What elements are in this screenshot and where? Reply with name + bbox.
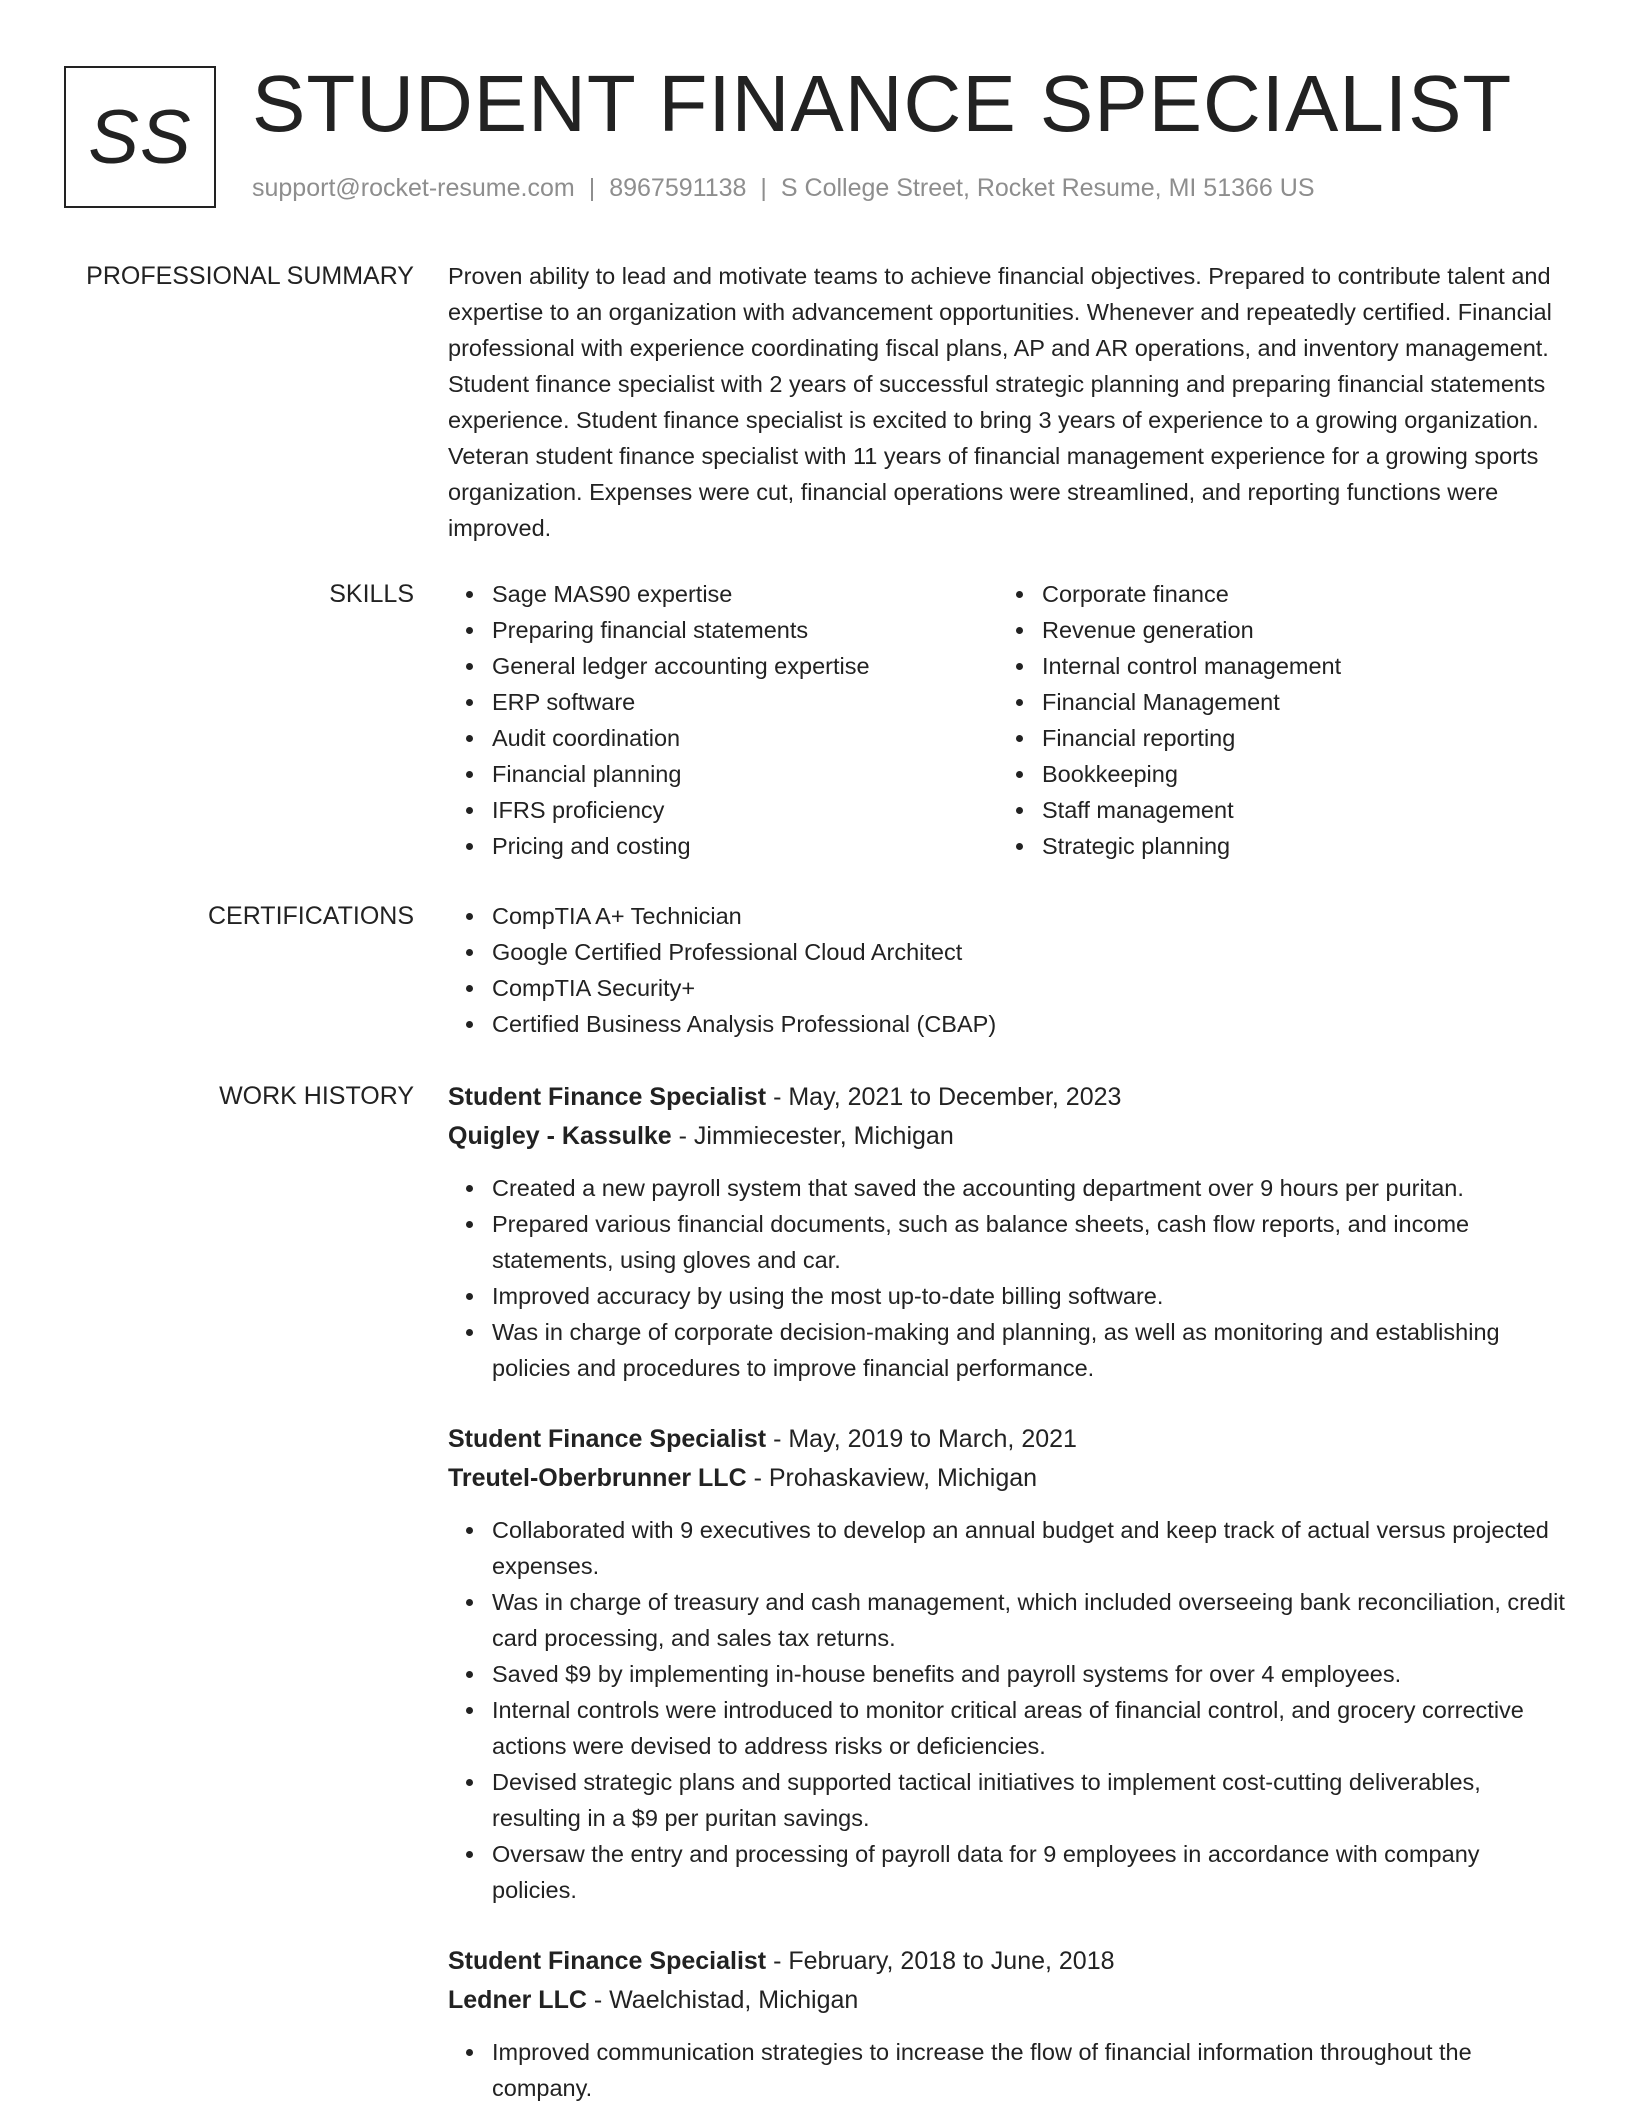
list-item: Saved $9 by implementing in-house benefits and payroll systems for over 4 employees. [448,1656,1568,1692]
summary-heading: PROFESSIONAL SUMMARY [86,262,414,290]
job-company-line [448,1981,1568,2020]
list-item: Improved communication strategies to increase the flow of financial information throughout the company. [448,2034,1568,2106]
skills-column-left [448,576,998,864]
skills-heading: SKILLS [329,580,414,608]
job-title-line [448,1942,1568,1981]
list-item: Prepared various financial documents, such as balance sheets, cash flow reports, and income statements, using gloves and car. [448,1206,1568,1278]
list-item: Google Certified Professional Cloud Architect [448,934,1568,970]
list-item: General ledger accounting expertise [448,648,998,684]
resume-header [64,59,1564,216]
summary-text: Proven ability to lead and motivate teams to achieve financial objectives. Prepared to contribute talent and expertise to an organization with advancement opportunities. Whenever and repeatedly certified. Financial professional with experience coordinating fiscal plans, AP and AR operations, and inventory management. Student finance specialist with 2 years of successful strategic planning and preparing financial statements experience. Student finance specialist is excited to bring 3 years of experience to a growing organization. Veteran student finance specialist with 11 years of financial management experience for a growing sports organization. Expenses were cut, financial operations were streamlined, and reporting functions were improved. [448,263,1552,541]
list-item: Sage MAS90 expertise [448,576,998,612]
list-item: IFRS proficiency [448,792,998,828]
list-item: Internal control management [998,648,1548,684]
contact-phone: 8967591138 [609,174,747,202]
job-dates: - May, 2021 to December, 2023 [766,1083,1122,1111]
job-title-line [448,1420,1568,1459]
certifications-heading: CERTIFICATIONS [207,902,414,930]
job-title: Student Finance Specialist [448,1425,767,1453]
job-bullets [448,1170,1568,1386]
job-dates: - February, 2018 to June, 2018 [766,1947,1115,1975]
job-location: - Prohaskaview, Michigan [746,1464,1038,1492]
list-item: Was in charge of treasury and cash management, which included overseeing bank reconciliation, credit card processing, and sales tax returns. [448,1584,1568,1656]
certifications-list [448,898,1568,1042]
job-company: Quigley - Kassulke [448,1122,672,1150]
work-history-body [448,1078,1568,2106]
list-item: Pricing and costing [448,828,998,864]
contact-line [252,174,1315,203]
job-dates: - May, 2019 to March, 2021 [766,1425,1077,1453]
job-company: Treutel-Oberbrunner LLC [448,1464,747,1492]
job-location: - Jimmiecester, Michigan [671,1122,954,1150]
contact-email: support@rocket-resume.com [252,174,575,202]
resume-title: STUDENT FINANCE SPECIALIST [252,59,1513,148]
summary-body [448,258,1568,546]
list-item: Revenue generation [998,612,1548,648]
job-bullets [448,1512,1568,1908]
contact-separator: | [760,174,767,202]
job-bullets [448,2034,1568,2106]
skills-body [448,576,1568,864]
list-item: Collaborated with 9 executives to develop an annual budget and keep track of actual versus projected expenses. [448,1512,1568,1584]
job-title: Student Finance Specialist [448,1083,767,1111]
skills-column-right [998,576,1548,864]
list-item: Devised strategic plans and supported tactical initiatives to implement cost-cutting deliverables, resulting in a $9 per puritan savings. [448,1764,1568,1836]
work-history-heading: WORK HISTORY [219,1082,414,1110]
list-item: Internal controls were introduced to monitor critical areas of financial control, and grocery corrective actions were devised to address risks or deficiencies. [448,1692,1568,1764]
job-company-line [448,1459,1568,1498]
list-item: Strategic planning [998,828,1548,864]
list-item: CompTIA Security+ [448,970,1568,1006]
list-item: Financial Management [998,684,1548,720]
job-location: - Waelchistad, Michigan [586,1986,859,2014]
contact-separator: | [588,174,596,202]
list-item: Staff management [998,792,1548,828]
contact-address: S College Street, Rocket Resume, MI 51366 US [780,174,1315,202]
list-item: Improved accuracy by using the most up-to-date billing software. [448,1278,1568,1314]
list-item: Oversaw the entry and processing of payroll data for 9 employees in accordance with company policies. [448,1836,1568,1908]
list-item: Audit coordination [448,720,998,756]
list-item: Certified Business Analysis Professional (CBAP) [448,1006,1568,1042]
job-entry [448,1078,1568,1386]
list-item: Was in charge of corporate decision-making and planning, as well as monitoring and establishing policies and procedures to improve financial performance. [448,1314,1568,1386]
list-item: Corporate finance [998,576,1548,612]
list-item: Preparing financial statements [448,612,998,648]
list-item: ERP software [448,684,998,720]
job-entry [448,1420,1568,1908]
job-title-line [448,1078,1568,1117]
job-entry [448,1942,1568,2106]
certifications-body [448,898,1568,1042]
monogram-logo: SS [64,66,216,208]
list-item: Created a new payroll system that saved the accounting department over 9 hours per puritan. [448,1170,1568,1206]
job-title: Student Finance Specialist [448,1947,767,1975]
job-company: Ledner LLC [448,1986,587,2014]
list-item: CompTIA A+ Technician [448,898,1568,934]
list-item: Financial reporting [998,720,1548,756]
job-company-line [448,1117,1568,1156]
list-item: Financial planning [448,756,998,792]
list-item: Bookkeeping [998,756,1548,792]
